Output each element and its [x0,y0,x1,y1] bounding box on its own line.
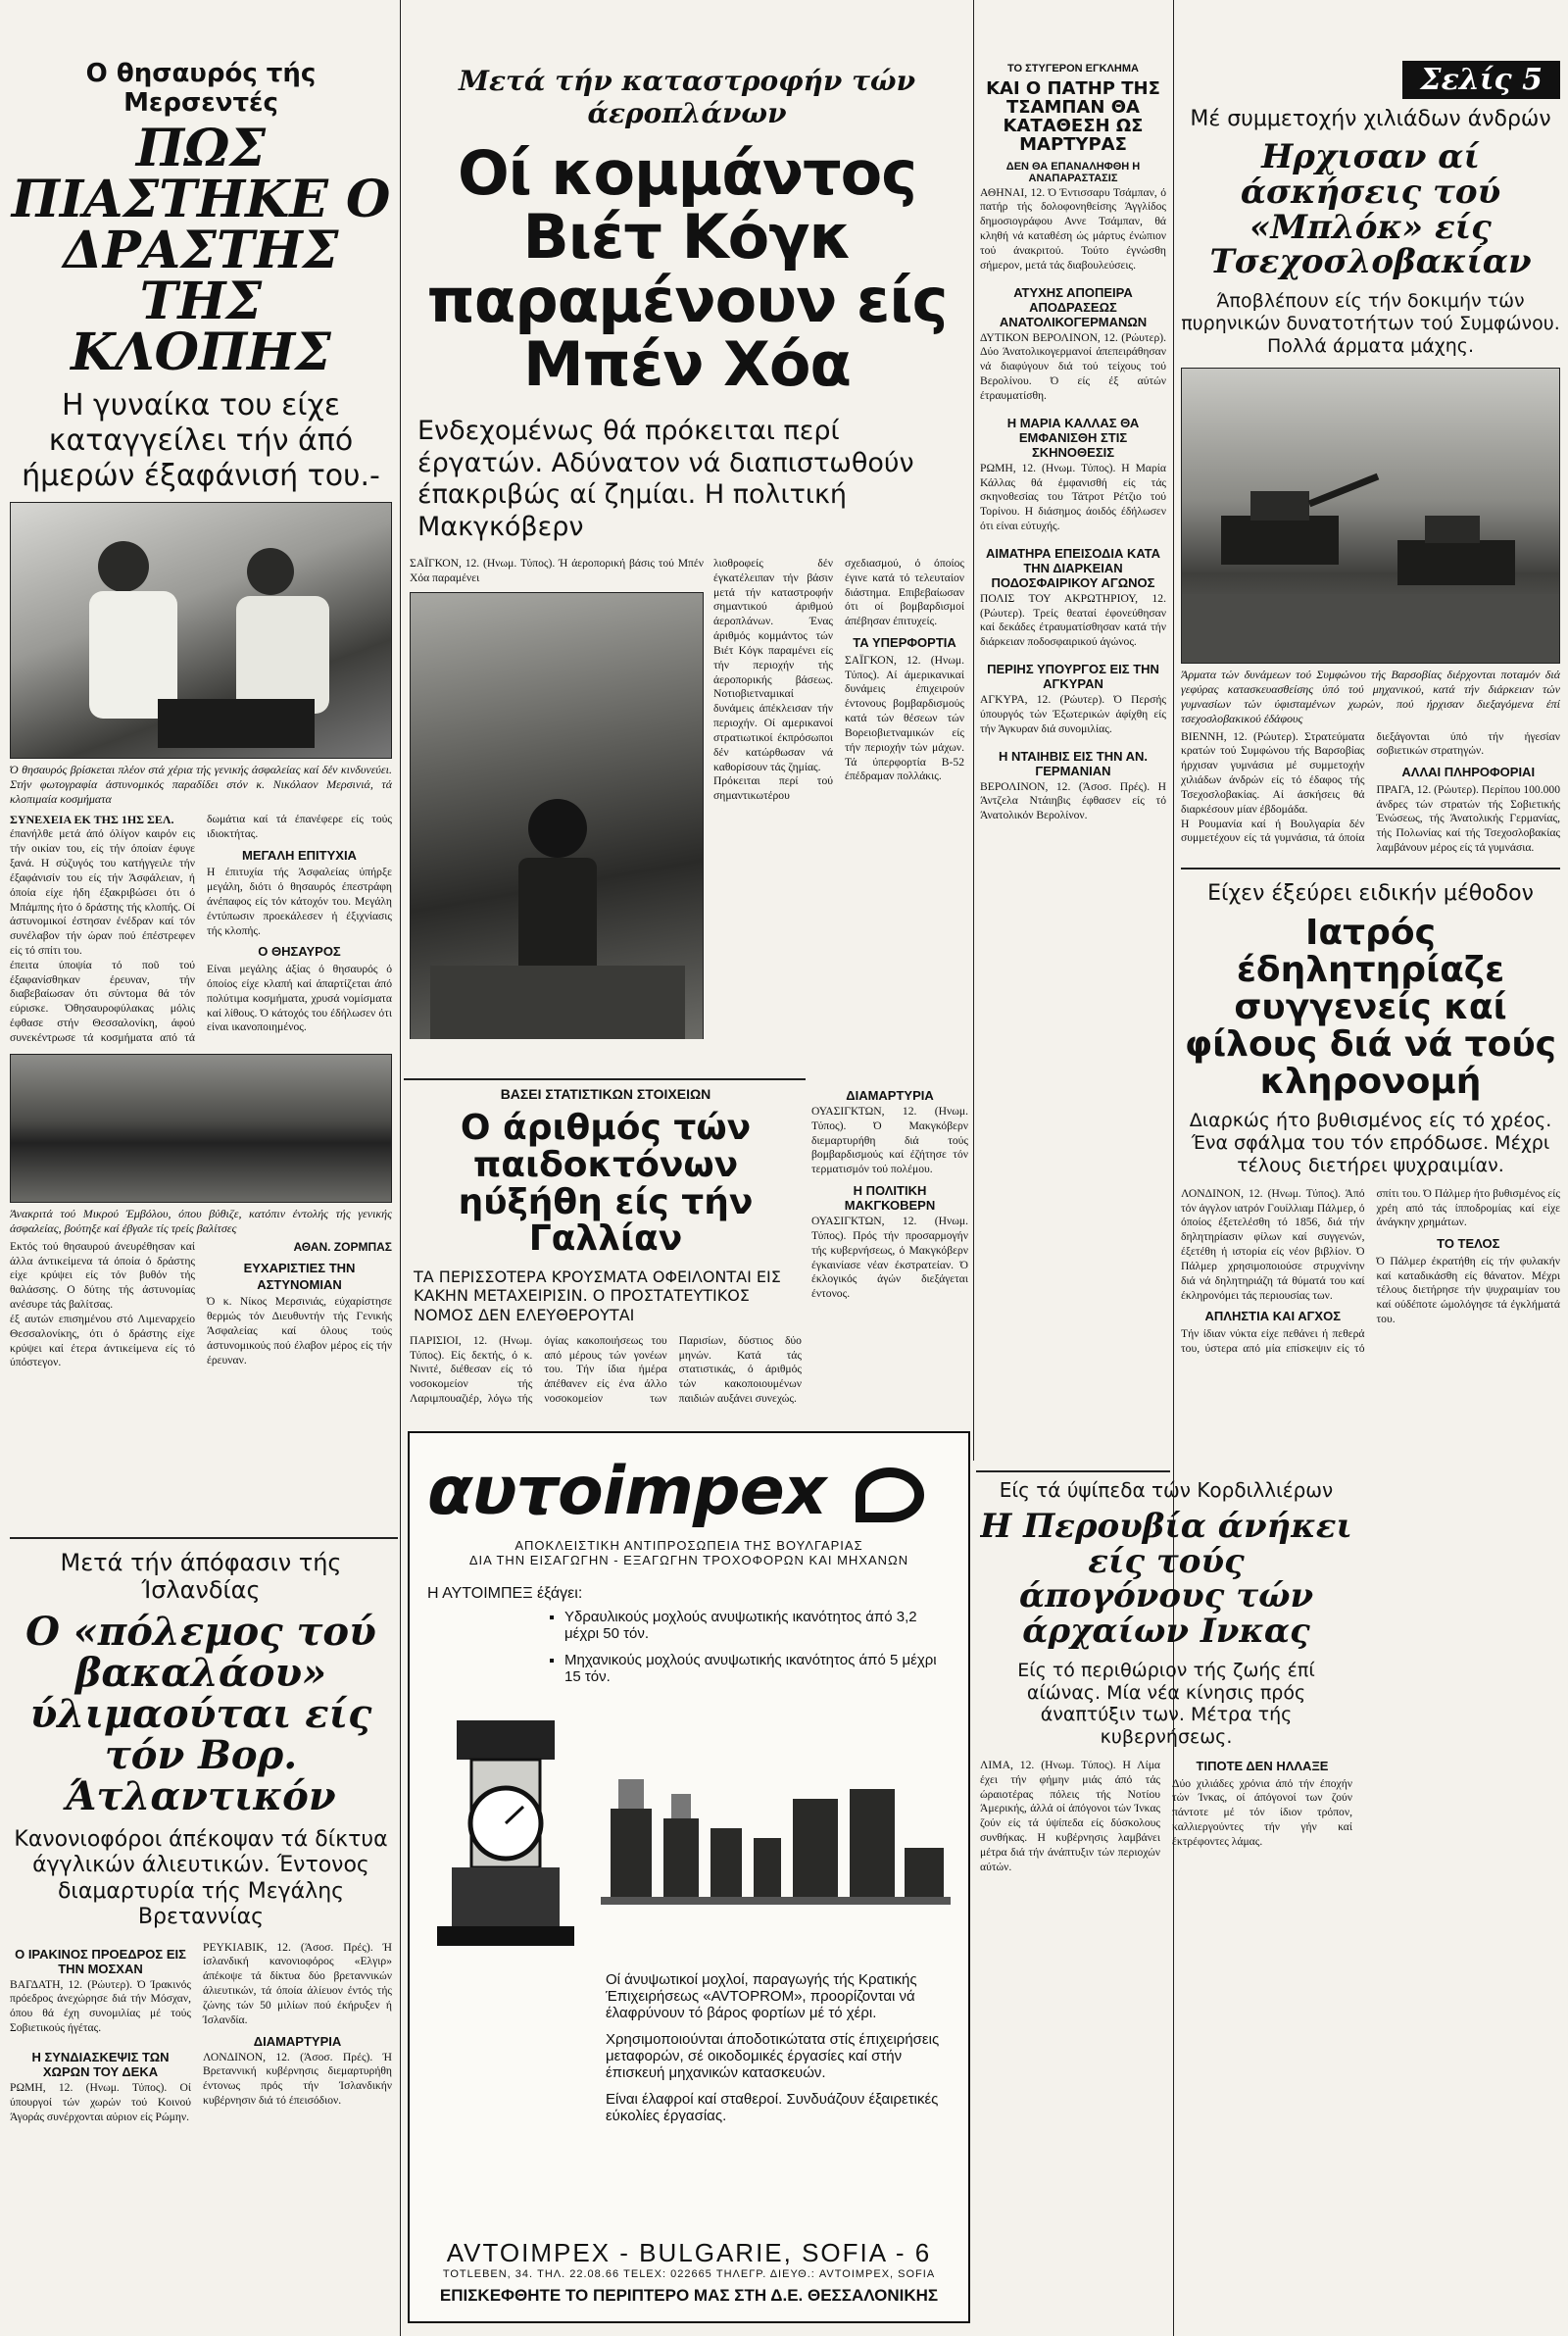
deck: Κανονιοφόροι άπέκοψαν τά δίκτυα άγγλικών άλιευτικών. Έντονος διαμαρτυρία τής Μεγάλης Βρεταννίας [14,1827,388,1930]
brand-mark-icon [856,1467,924,1522]
paragraph: ΠΑΡΙΣΙΟΙ, 12. (Ηνωμ. Τύπος). Είς δεκτής, ό κ. Νινιτέ, διέθεσαν είς τό νοσοκομείον τής Λαριμπουαζιέρ, λόγω τής όγίας κακοποιήσεως του από μέρους τών γονέων του. Τήν ίδια ήμέρα άπέθανεν είς ένα άλλο νοσοκομείον των Παρισίων, δύστιος δύο μηνών. Κατά τάς στατιστικάς, ό άριθμός τών κακοποιουμένων παιδιών αυξάνει συνεχώς. [410,1333,802,1406]
kicker: Είς τά ύψίπεδα τών Κορδιλλιέρων [999,1478,1334,1502]
ad-paragraph: Οί άνυψωτικοί μοχλοί, παραγωγής τής Κρατικής Έπιχειρήσεως «AVTOPROM», προορίζονται νά έλαφρύνουν τό βάρος φορτίων μέ τό χέρι. [606,1971,917,2021]
deck: Διαρκώς ήτο βυθισμένος είς τό χρέος. Ένα σφάλμα του τόν επρόδωσε. Μέχρι τέλους διετήρει ψυχραιμίαν. [1189,1110,1552,1176]
paragraph: ΒΕΡΟΛΙΝΟΝ, 12. (Άσοσ. Πρές). Η Άντζελα Ντάιηβις έφθασεν είς τό Άνατολικόν Βερολίνον. [980,779,1166,822]
column-rule [973,0,974,1461]
paragraph: έπειτα ύποψία τό ποῦ τού έξαφανίσθηκαν έρευναν, τήν διαβεβαίωσαν ότι σύντομα θά τόν εύρισκε. Όθησαυροφύλακας μόλις έφθασε στήν Θεσσαλονίκη, άφού συνεκέντρωσε τά κοσμήματα από τά δωμάτια καί τά έπανέφερε είς τούς ιδιοκτήτας. [10,813,392,1044]
article-body [10,813,392,1046]
paragraph: Η Ρουμανία καί ή Βουλγαρία δέν συμμετέχουν είς τά γυμνάσια, τά όποία διεξάγονται ύπό τήν ήγεσίαν σοβιετικών στρατηγών. [1181,729,1560,845]
vietnam-layout [410,557,964,1039]
subhead: ΑΙΜΑΤΗΡΑ ΕΠΕΙΣΟΔΙΑ ΚΑΤΑ ΤΗΝ ΔΙΑΡΚΕΙΑΝ ΠΟΔΟΣΦΑΙΡΙΚΟΥ ΑΓΩΝΟΣ [985,545,1161,590]
photo-caption: Ό θησαυρός βρίσκεται πλέον στά χέρια τής γενικής άσφαλείας καί δέν κινδυνεύει. Στήν φωτογραφία άστυνομικός παραδίδει στόν κ. Νικόλαον Μερσινιά, τά κλοπιμαία κοσμήματα [10,763,392,806]
photo-tanks [1181,368,1560,664]
subhead: ΔΙΑΜΑΡΤΥΡΙΑ [846,1088,934,1103]
subhead: ΕΥΧΑΡΙΣΤΙΕΣ ΤΗΝ ΑΣΤΥΝΟΜΙΑΝ [243,1261,356,1292]
kicker: Μετά τήν καταστροφήν τών άεροπλάνων [458,65,916,129]
paragraph: λιοθροφείς δέν έγκατέλειπαν τήν βάσιν μετά τήν καταστροφήν σημαντικού άριθμού άεροπλάνων. Ένας άριθμός κομμάντος τών Βιέτ Κόγκ παραμένει είς τήν περιοχήν τής άεροπορικής βάσεως. Νοτιοβιετναμικαί δυνάμεις άπέκλεισαν τήν περιοχήν. Οί αμερικανοί στρατιωτικοί έκπρόσωποι δέν κατώρθωσαν νά καθορίσουν τάς ζημίας. [713,556,833,773]
main-column [203,1941,392,2125]
subhead: Η ΜΑΡΙΑ ΚΑΛΛΑΣ ΘΑ ΕΜΦΑΝΙΣΘΗ ΣΤΙΣ ΣΚΗΝΟΘΕΣΙΣ [1006,415,1140,460]
subhead: ΤΙΠΟΤΕ ΔΕΝ ΗΛΛΑΞΕ [1196,1758,1329,1773]
continuation-label: ΣΥΝΕΧΕΙΑ ΕΚ ΤΗΣ 1ΗΣ ΣΕΛ. [10,813,174,826]
paragraph: ΠΡΑΓΑ, 12. (Ρώυτερ). Περίπου 100.000 άνδρες τών στρατών τής Σοβιετικής Ένώσεως, τής Άνατολικής Γερμανίας, τής Πολωνίας καί τής Τσεχοσλοβακίας λαμβάνουν μέρος είς τά γυμνάσια. [1376,782,1560,855]
paragraph: Τήν ίδιαν νύκτα είχε πεθάνει ή πεθερά του, ύστερα από μία επίσκεψιν είς τό σπίτι του. Ό Πάλμερ ήτο βυθισμένος είς χρέη από τάς ίπποδρομίας καί είχε άνάγκην χρημάτων. [1181,1186,1560,1355]
advertisement-avtoimpex [408,1431,970,2323]
headline: Ηρχισαν αί άσκήσεις τού «Μπλόκ» είς Τσεχοσλοβακίαν [1209,137,1532,282]
subhead: ΑΛΛΑΙ ΠΛΗΡΟΦΟΡΙΑΙ [1401,765,1536,780]
deck: Είς τό περιθώριον τής ζωής έπί αίώνας. Μία νέα κίνησις πρός άναπτύξιν των. Μέτρα τής κυβερνήσεως. [1017,1659,1315,1749]
jack-range-icon [601,1701,951,1965]
ad-paragraph: Χρησιμοποιούνται άποδοτικώτατα στίς έπιχειρήσεις μεταφορών, σέ οικοδομικές έργασίες καί στήν έπισκευή μηχανικών κατασκευών. [606,2031,940,2081]
deck: Ενδεχομένως θά πρόκειται περί έργατών. Αδύνατον νά διαπιστωθούν έπακριβώς αί ζημίαι. Η πολιτική Μακγκόβερν [417,416,914,542]
headline: Ιατρός έδηλητηρίαζε συγγενείς καί φίλους διά νά τούς κληρονομή [1184,913,1557,1102]
subhead: Ο ΙΡΑΚΙΝΟΣ ΠΡΟΕΔΡΟΣ ΕΙΣ ΤΗΝ ΜΟΣΧΑΝ [15,1946,186,1976]
headline: Η Περουβία άνήκει είς τούς άπογόνους τών άρχαίων Ινκας [980,1507,1352,1652]
brand-name: αυτοimpex [427,1453,826,1530]
iceland-columns [10,1941,392,2125]
offers-title: Η ΑΥΤΟΙΜΠΕΞ έξάγει: [427,1585,583,1602]
article-body [1181,730,1560,856]
subhead: Η ΠΟΛΙΤΙΚΗ ΜΑΚΓΚΟΒΕΡΝ [844,1183,936,1214]
news-briefs [980,0,1166,1461]
ad-paragraph: Είναι έλαφροί καί σταθεροί. Συνδυάζουν έξαιρετικές εύκολίες έργασίας. [606,2091,939,2124]
subhead: ΤΟ ΤΕΛΟΣ [1437,1236,1500,1252]
lead-paragraph: ΣΑΪΓΚΟΝ, 12. (Ηνωμ. Τύπος). Ή άεροπορική βάσις τού Μπέν Χόα παραμένει [410,556,704,584]
deck: ΤΑ ΠΕΡΙΣΣΟΤΕΡΑ ΚΡΟΥΣΜΑΤΑ ΟΦΕΙΛΟΝΤΑΙ ΕΙΣ ΚΑΚΗΝ ΜΕΤΑΧΕΙΡΙΣΙΝ. Ο ΠΡΟΣΤΑΤΕΥΤΙΚΟΣ ΝΟΜΟΣ ΔΕΝ ΕΛΕΥΘΕΡΟΥΤΑΙ [414,1267,781,1324]
headline: Ο «πόλεμος τού βακαλάου» ύλιμαούται είς τόν Βορ. Άτλαντικόν [25,1609,376,1819]
subhead: ΔΙΑΜΑΡΤΥΡΙΑ [253,2033,342,2049]
kicker: Μετά τήν άπόφασιν τής Ίσλανδίας [60,1549,342,1604]
article-vietnam [410,0,964,1039]
deck: ΔΕΝ ΘΑ ΕΠΑΝΑΛΗΦΘΗ Η ΑΝΑΠΑΡΑΣΤΑΣΙΣ [1005,160,1141,184]
article-iceland [10,1549,392,2323]
kicker: ΤΟ ΣΤΥΓΕΡΟΝ ΕΓΚΛΗΜΑ [1007,63,1139,75]
paragraph: Δύο χιλιάδες χρόνια άπό τήν έποχήν τών Ίνκας, οί άπόγονοί των ζούν πάντοτε μέ τόν ίδιον τρόπον, καλλιεργούντες τήν γήν καί έκτρέφοντες λάμας. [1172,1776,1352,1848]
byline: ΑΘΑΝ. ΖΟΡΜΠΑΣ [293,1239,392,1254]
article-body [10,1240,392,1370]
column-rule [400,0,401,2336]
paragraph: Πρόκειται περί τού σημαντικωτέρου σχεδιασμού, ό όποίος έγινε κατά τό τελευταίον διάστημα. Επιβεβαίωσαν ότι οί βομβαρδισμοί άπέβησαν έπιτυχείς. [713,556,964,803]
offer-item: ▪ Μηχανικούς μοχλούς ανυψωτικής ικανότητος άπό 5 μέχρι 15 τόν. [564,1652,951,1685]
paragraph: ΡΩΜΗ, 12. (Ηνωμ. Τύπος). Οί ύπουργοί τών χωρών τού Κοινού Άγοράς συνέρχονται αύριον είς Ρώμην. [10,2080,191,2123]
side-column [10,1941,191,2125]
photo-tanks-art [1182,369,1560,663]
kicker: Είχεν έξεύρει ειδικήν μέθοδον [1207,880,1534,906]
paragraph: ΒΑΓΔΑΤΗ, 12. (Ρώυτερ). Ό Ίρακινός πρόεδρος άνεχώρησε διά τήν Μόσχαν, όπου θά έχη συνομιλίας μέ τούς Σοβιετικούς ήγέτας. [10,1977,191,2035]
page-header [1181,61,1560,99]
headline: ΠΩΣ ΠΙΑΣΤΗΚΕ Ο ΔΡΑΣΤΗΣ ΤΗΣ ΚΛΟΠΗΣ [11,119,391,382]
article-france [410,1082,802,1425]
subhead: ΑΤΥΧΗΣ ΑΠΟΠΕΙΡΑ ΑΠΟΔΡΑΣΕΩΣ ΑΝΑΤΟΛΙΚΟΓΕΡΜΑΝΩΝ [999,284,1148,329]
subhead: ΑΠΛΗΣΤΙΑ ΚΑΙ ΑΓΧΟΣ [1204,1309,1341,1324]
headline: ΚΑΙ Ο ΠΑΤΗΡ ΤΗΣ ΤΣΑΜΠΑΝ ΘΑ ΚΑΤΑΘΕΣΗ ΩΣ ΜΑΡΤΥΡΑΣ [986,78,1160,155]
article-vietnam-cont [811,1082,968,1425]
subhead: Η ΣΥΝΔΙΑΣΚΕΨΙΣ ΤΩΝ ΧΩΡΩΝ ΤΟΥ ΔΕΚΑ [31,2049,170,2079]
paragraph: έπανήλθε μετά άπό όλίγον καιρόν εις τήν οικίαν του, είς τήν όποίαν έφυγε ξανά. Η σύζυγός του κατήγγειλε τήν έξαφάνισίν του είς τήν Άσφάλειαν, ή όποία είχε ήδη έξακριβώσει ότι ό Μπάμπης ήτο ό δράστης τής κλοπής. Οί άστυνομικοί έστησαν ένέδραν καί τόν συνέλαβον τήν ώραν πού έπέστρεφεν είς τό σπίτι του. [10,827,195,957]
paragraph: ΠΟΛΙΣ ΤΟΥ ΑΚΡΩΤΗΡΙΟΥ, 12. (Ρώυτερ). Τρείς θεαταί έφονεύθησαν καί δεκάδες έτραυματίσθησαν κατά τήν διάρκειαν ποδοσφαιρικού άγώνος. [980,591,1166,649]
ad-cta: ΕΠΙΣΚΕΦΘΗΤΕ ΤΟ ΠΕΡΙΠΤΕΡΟ ΜΑΣ ΣΤΗ Δ.Ε. ΘΕΣΣΑΛΟΝΙΚΗΣ [439,2286,939,2305]
section-rule [1181,868,1560,870]
paragraph: Είναι μεγάλης άξίας ό θησαυρός ό όποίος είχε κλαπή καί άπαρτίζεται άπό πολύτιμα κοσμήματα, χρυσά νομίσματα καί λίθους. Ό κάτοχός του έδήλωσεν ότι είναι ικανοποιημένος. [207,963,392,1034]
hydraulic-jack-icon [427,1701,583,1965]
section-rule [404,1078,806,1080]
photo-prisoners-art [411,593,704,1039]
paragraph: ΒΙΕΝΝΗ, 12. (Ρώυτερ). Στρατεύματα κρατών τού Συμφώνου τής Βαρσοβίας ήρχισαν γυμνάσια μέ συμμετοχήν χιλιάδων άνδρών είς τό έδαφος τής Τσεχοσλοβακίας. Αί άσκήσεις θά διαρκέσουν μίαν έβδομάδα. [1181,729,1365,816]
paragraph: ΔΥΤΙΚΟΝ ΒΕΡΟΛΙΝΟΝ, 12. (Ρώυτερ). Δύο Άνατολικογερμανοί άπεπειράθησαν νά διαφύγουν διά τού τείχους τού Βερολίνου. Ό είς έξ αύτών έτραυματίσθη. [980,330,1166,402]
kicker: Μέ συμμετοχήν χιλιάδων άνδρών [1190,107,1551,131]
paragraph: Η έπιτυχία τής Άσφαλείας ύπήρξε μεγάλη, διότι ό θησαυρός έπεστράφη άνέπαφος είς τόν κάτοχόν του. Μεγάλη έντύπωσιν προεκάλεσεν ή έξιχνίασις τής κλοπής. [207,866,392,937]
photo-prisoners [410,592,704,1039]
headline: Οί κομμάντος Βιέτ Κόγκ παραμένουν είς Μπέν Χόα [426,137,948,401]
paragraph: έξ αυτών επισημένου στό Λιμεναρχείο Θεσσαλονίκης, ότι ό δράστης είχε κρύψει καί έτερα άντικείμενα είς τό ύπόστεγον. [10,1312,195,1369]
kicker: ΒΑΣΕΙ ΣΤΑΤΙΣΤΙΚΩΝ ΣΤΟΙΧΕΙΩΝ [500,1086,711,1102]
page-number: Σελίς 5 [1402,61,1560,99]
paragraph: ΡΩΜΗ, 12. (Ηνωμ. Τύπος). Η Μαρία Κάλλας θά έμφανισθή είς τάς σκηνοθεσίας του Τάτροτ Ρέτζιο τού Τορίνου. Η διάσημος άοιδός έδήλωσεν ότι είναι εύτυχής. [980,461,1166,532]
brand-logo [427,1453,951,1530]
paragraph: ΑΓΚΥΡΑ, 12. (Ρώυτερ). Ό Περσής ύπουργός τών Έξωτερικών άφίχθη είς τήν Άγκυραν διά συνομιλίας. [980,693,1166,735]
subhead: ΠΕΡΙΗΣ ΥΠΟΥΡΓΟΣ ΕΙΣ ΤΗΝ ΑΓΚΥΡΑΝ [987,662,1159,692]
paragraph: ΛΙΜΑ, 12. (Ηνωμ. Τύπος). Η Λίμα έχει τήν φήμην μιάς άπό τάς ώραιοτέρας πόλεις τής Νοτίου Άμερικής, άλλά οί άπόγονοι τών Ίνκας ζούν είς τά ύψίπεδα είς δύσκολους συνθήκας. Η κυβέρνησις λαμβάνει μέτρα διά τήν άνάπτυξιν τών περιοχών αύτών. [980,1758,1160,1873]
ad-copy [410,1965,968,2124]
ad-line: ΑΠΟΚΛΕΙΣΤΙΚΗ ΑΝΤΙΠΡΟΣΩΠΕΙΑ ΤΗΣ ΒΟΥΛΓΑΡΙΑΣ [514,1538,863,1553]
ad-line: ΔΙΑ ΤΗΝ ΕΙΣΑΓΩΓΗΝ - ΕΞΑΓΩΓΗΝ ΤΡΟΧΟΦΟΡΩΝ ΚΑΙ ΜΗΧΑΝΩΝ [468,1553,909,1567]
paragraph: ΡΕΥΚΙΑΒΙΚ, 12. (Άσοσ. Πρές). Ή ίσλανδική κανονιοφόρος «Ελγιρ» άπέκοψε τά δίκτυα δύο βρεταννικών άλιευτικών, τά όποία άλίευον έντός τής ζώνης τών 50 μιλίων πού έκήρυξεν ή Ίσλανδία. [203,1940,392,2026]
text-column [713,557,964,1039]
section-rule [10,1537,398,1539]
photo-caption: Άρματα τών δυνάμεων τού Συμφώνου τής Βαρσοβίας διέρχονται ποταμόν διά γεφύρας κατασκευασθείσης ύπό τού μηχανικού, κατά τήν διάρκειαν τών γυμνασίων τών ύφισταμένων χωρών, πού ήρχισαν διεξαγόμενα έπί τσεχοσλοβακικού έδάφους [1181,667,1560,725]
subhead: Η ΝΤΑΙΗΒΙΣ ΕΙΣ ΤΗΝ ΑΝ. ΓΕΡΜΑΝΙΑΝ [998,748,1149,778]
offers-list [564,1609,951,1685]
paragraph: ΑΘΗΝΑΙ, 12. Ό Έντισσαρυ Τσάμπαν, ό πατήρ τής δολοφονηθείσης Άγγλίδος δημοσιογράφου Αννε Τσάμπαν, θά κληθή νά καταθέση ώς μάρτυς ένώπιον τού άνακριτού. Τούτο έγνώσθη σήμερον, μετά τάς διαβουλεύσεις. [980,185,1166,272]
deck: Η γυναίκα του είχε καταγγείλει τήν άπό ήμερών έξαφάνισή του.- [22,388,380,493]
photo-column [410,557,704,1039]
ad-company: AVTOIMPEX - BULGARIE, SOFIA - 6 [446,2238,932,2267]
deck: Άποβλέπουν είς τήν δοκιμήν τών πυρηνικών δυνατοτήτων τού Συμφώνου. Πολλά άρματα μάχης. [1181,290,1560,357]
paragraph: ΟΥΑΣΙΓΚΤΩΝ, 12. (Ηνωμ. Τύπος). Πρός τήν προσαρμογήν τής κυβερνήσεως, ό Μακγκόβερν έγκαινίασε νέαν έκστρατείαν. Ό έκλογικός άγών διεξάγεται έντονος. [811,1215,968,1301]
photo-caption: Άνακριτά τού Μικρού Έμβόλου, όπου βύθιζε, κατόπιν έντολής τής γενικής άσφαλείας, βούτηξε καί έβγαλε τίς τρείς βαλίτσες [10,1206,392,1235]
photo-harbor [10,1054,392,1203]
paragraph: Ό κ. Νίκος Μερσινιάς, εύχαρίστησε θερμώς τόν Διευθυντήν τής Γενικής Άσφαλείας καί όλους τούς άστυνομικούς πού έλαβον μέρος είς τήν έρευναν. [207,1295,392,1367]
paragraph: Εκτός τού θησαυρού άνευρέθησαν καί άλλα άντικείμενα τά όποία ό δράστης είχε κρύψει είς τόν βυθόν τής θαλάσσης. Ο δύτης τής άστυνομίας ανέσυρε τάς βαλίτσας. [10,1239,195,1312]
article-body [1181,1187,1560,1357]
paragraph: ΣΑΪΓΚΟΝ, 12. (Ηνωμ. Τύπος). Αί άμερικανικαί δυνάμεις έπιχειρούν έντονους βομβαρδισμούς κατά τών θέσεων τών Βορειοβιετναμικών είς τήν περιοχήν τών μάχων. Τά ύπερφορτία Β-52 έπέδραμαν πολλάκις. [845,653,964,783]
section-rule [976,1470,1170,1472]
subhead: ΤΑ ΥΠΕΡΦΟΡΤΙΑ [853,635,956,651]
kicker: Ο θησαυρός τής Μερσεντές [85,59,317,118]
ad-product-row [410,1685,968,1965]
paragraph: ΛΟΝΔΙΝΟΝ, 12. (Ηνωμ. Τύπος). Άπό τόν άγγλον ιατρόν Γουίλλιαμ Πάλμερ, ό όποίος έξετελέσθη τό 1856, διά τήν δηλητηρίασιν φίλων καί συγγενών, έξετέθη ή ιστορία είς νέον βιβλίον. Ό Πάλμερ χρησιμοποιούσε στρυχνίνην διά νά δηλητηριάζη τά θύματά του καί έκληρονόμει τάς περιουσίας των. [1181,1186,1365,1302]
ad-contacts: TOTLEBEN, 34. ΤΗΛ. 22.08.66 TELEX: 022665 ΤΗΛΕΓΡ. ΔΙΕΥΘ.: AVTOIMPEX, SOFIA [442,2268,936,2280]
headline: Ο άριθμός τών παιδοκτόνων ηύξήθη είς τήν Γαλλίαν [458,1108,754,1260]
photo-treasure-art [11,503,392,758]
ad-header [410,1433,968,1685]
paragraph: ΛΟΝΔΙΝΟΝ, 12. (Άσοσ. Πρές). Ή Βρεταννική κυβέρνησις διεμαρτυρήθη έντονως πρός τήν Ίσλανδικήν κυβέρνησιν διά τό έπεισόδιον. [203,2050,392,2108]
subhead: Ο ΘΗΣΑΥΡΟΣ [258,944,341,960]
offer-item: ▪ Υδραυλικούς μοχλούς ανυψωτικής ικανότητος άπό 3,2 μέχρι 50 τόν. [564,1609,951,1642]
right-column [1181,0,1560,2336]
paragraph: Ό Πάλμερ έκρατήθη είς τήν φυλακήν καί καταδικάσθη είς θάνατον. Μέχρι τέλους διετήρησε τήν ψυχραιμίαν του καί ούδέποτε ώμολόγησε τά έγκλήματά του. [1376,1254,1560,1326]
subhead: ΜΕΓΑΛΗ ΕΠΙΤΥΧΙΑ [242,847,357,863]
paragraph: ΟΥΑΣΙΓΚΤΩΝ, 12. (Ηνωμ. Τύπος). Ό Μακγκόβερν διεμαρτυρήθη διά τούς βομβαρδισμούς καί έζήτησε τόν τερματισμόν τού πολέμου. [811,1105,968,1176]
article-body [713,557,964,804]
ad-footer [427,2238,951,2306]
photo-treasure [10,502,392,759]
